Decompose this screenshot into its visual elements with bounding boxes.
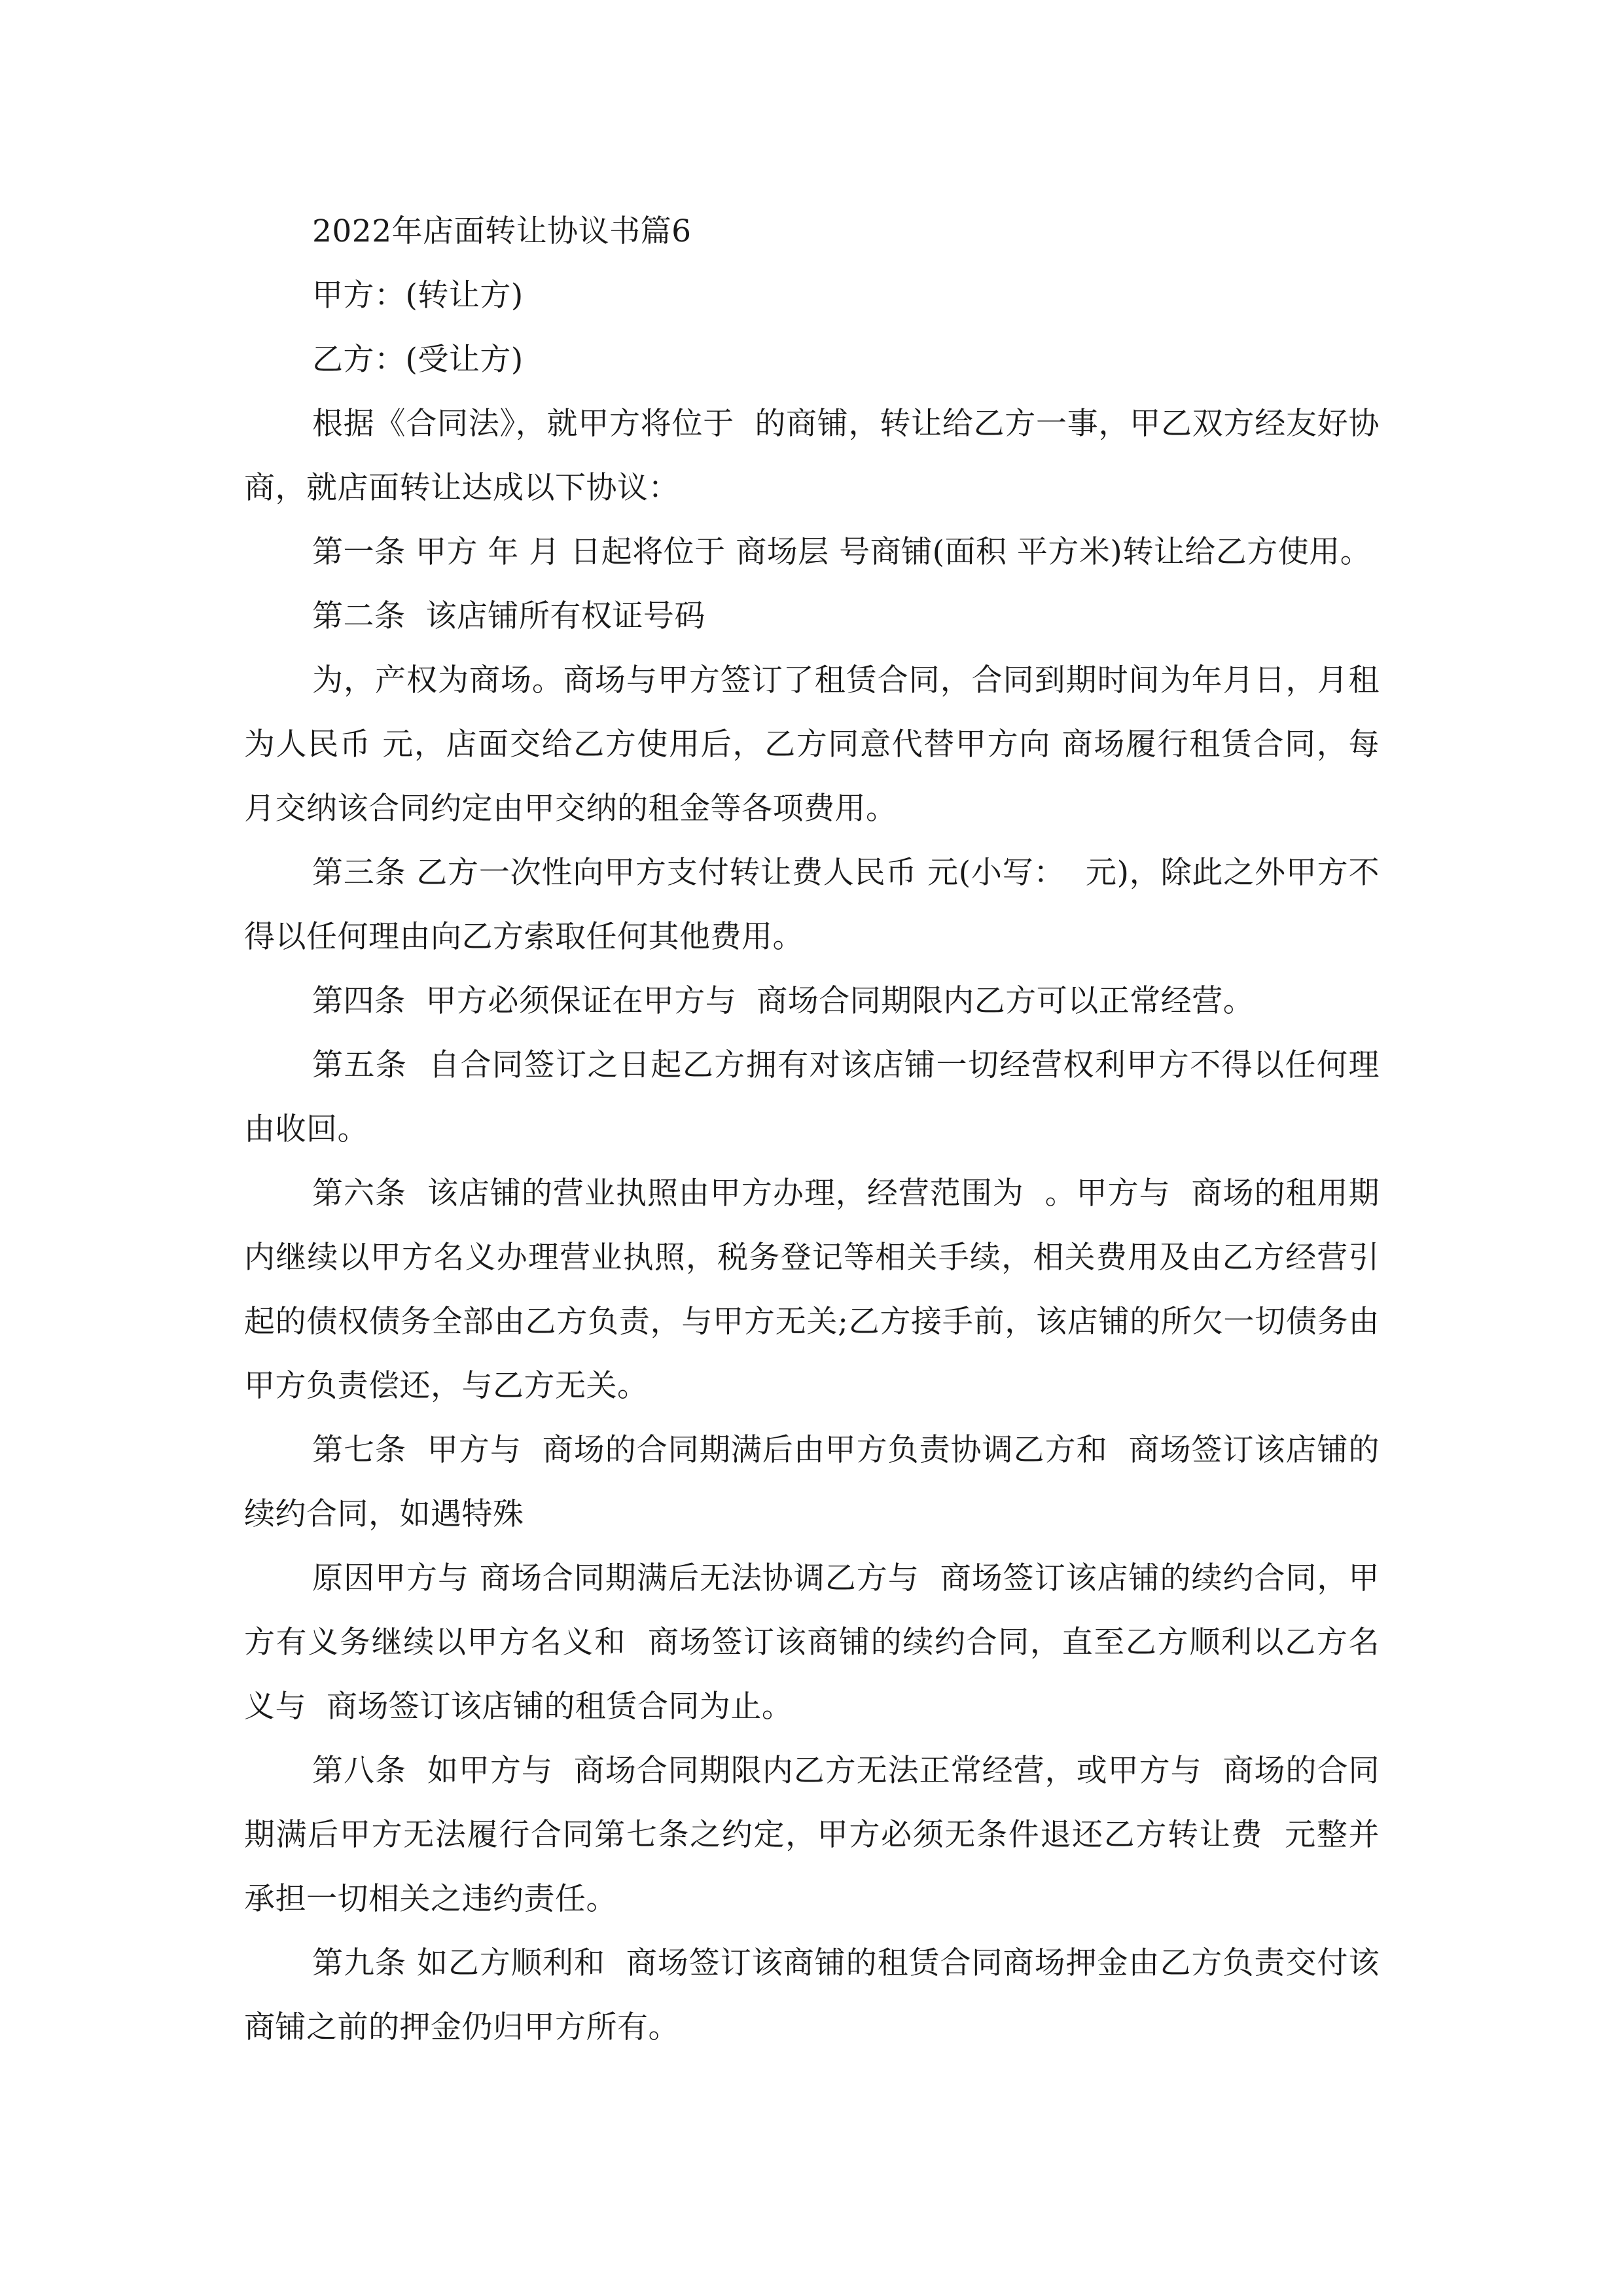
party-b-line: 乙方：(受让方) — [312, 342, 524, 378]
article-7-continued: 原因甲方与 商场合同期满后无法协调乙方与 商场签订该店铺的续约合同，甲方有义务继续以甲方名义和 商场签订该商铺的续约合同，直至乙方顺利以乙方名义与 商场签订该店铺的租赁合同为止。 — [244, 1560, 1380, 1725]
party-a-line: 甲方：(转让方) — [312, 278, 524, 314]
article-4: 第四条 甲方必须保证在甲方与 商场合同期限内乙方可以正常经营。 — [312, 983, 1255, 1019]
article-6: 第六条 该店铺的营业执照由甲方办理，经营范围为 。甲方与 商场的租用期内继续以甲方名义办理营业执照，税务登记等相关手续，相关费用及由乙方经营引起的债权债务全部由乙方负责，与甲方无关;乙方接手前，该店铺的所欠一切债务由甲方负责偿还，与乙方无关。 — [244, 1175, 1380, 1404]
article-3: 第三条 乙方一次性向甲方支付转让费人民币 元(小写： 元)，除此之外甲方不得以任何理由向乙方索取任何其他费用。 — [244, 855, 1380, 955]
article-7: 第七条 甲方与 商场的合同期满后由甲方负责协调乙方和 商场签订该店铺的续约合同，如遇特殊 — [244, 1432, 1380, 1532]
article-5: 第五条 自合同签订之日起乙方拥有对该店铺一切经营权利甲方不得以任何理由收回。 — [244, 1047, 1380, 1147]
document-title: 2022年店面转让协议书篇6 — [312, 213, 692, 249]
document-body — [244, 200, 1380, 2060]
article-8: 第八条 如甲方与 商场合同期限内乙方无法正常经营，或甲方与 商场的合同期满后甲方无法履行合同第七条之约定，甲方必须无条件退还乙方转让费 元整并承担一切相关之违约责任。 — [244, 1753, 1380, 1917]
article-1: 第一条 甲方 年 月 日起将位于 商场层 号商铺(面积 平方米)转让给乙方使用。 — [312, 534, 1372, 570]
preamble-paragraph: 根据《合同法》，就甲方将位于 的商铺，转让给乙方一事，甲乙双方经友好协商，就店面转让达成以下协议： — [244, 406, 1380, 506]
article-9: 第九条 如乙方顺利和 商场签订该商铺的租赁合同商场押金由乙方负责交付该商铺之前的押金仍归甲方所有。 — [244, 1945, 1380, 2045]
article-2-body: 为，产权为商场。商场与甲方签订了租赁合同，合同到期时间为年月日，月租为人民币 元，店面交给乙方使用后，乙方同意代替甲方向 商场履行租赁合同，每月交纳该合同约定由甲交纳的租金等各项费用。 — [244, 662, 1380, 827]
article-2-heading: 第二条 该店铺所有权证号码 — [312, 598, 705, 634]
